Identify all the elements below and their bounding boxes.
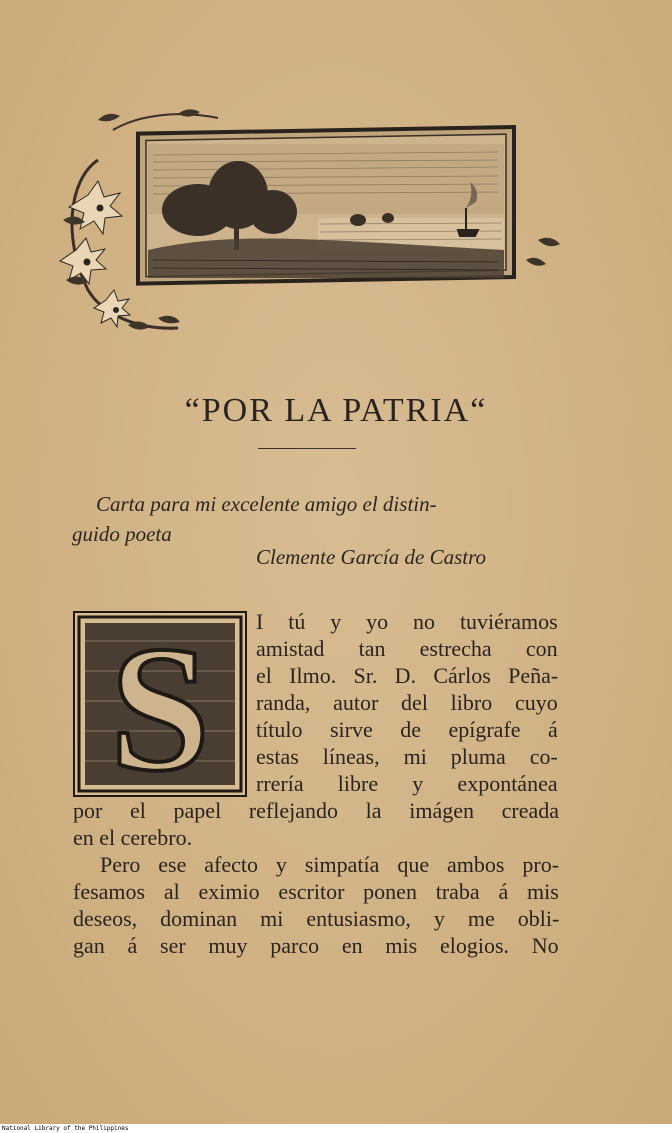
- dedication-line-1: Carta para mi excelente amigo el distin-: [96, 492, 437, 516]
- body-line: título sirve de epígrafe á: [256, 717, 558, 742]
- dedication-line-2: guido poeta: [72, 522, 172, 546]
- body-line: deseos, dominan mi entusiasmo, y me obli-: [73, 906, 560, 931]
- dropcap-s-ornament: [73, 611, 247, 797]
- body-line: randa, autor del libro cuyo: [256, 690, 558, 715]
- flower-cluster: [60, 181, 130, 327]
- body-line: por el papel reflejando la imágen creada: [73, 798, 560, 823]
- body-line: estas líneas, mi pluma co-: [256, 744, 558, 769]
- dropcap-letter: S: [109, 611, 211, 797]
- footer-credit: National Library of the Philippines: [2, 1125, 129, 1132]
- body-line: fesamos al eximio escritor ponen traba á mis: [73, 879, 559, 904]
- body-line: Pero ese afecto y simpatía que ambos pro-: [100, 852, 560, 877]
- body-line: amistad tan estrecha con: [256, 636, 558, 661]
- body-line: I tú y yo no tuviéramos: [256, 609, 558, 634]
- body-line: gan á ser muy parco en mis elogios. No: [73, 933, 559, 958]
- body-line: el Ilmo. Sr. D. Cárlos Peña-: [256, 663, 559, 688]
- body-line: en el cerebro.: [73, 825, 193, 850]
- title-divider: [258, 448, 356, 449]
- dedication-author: Clemente García de Castro: [256, 545, 486, 569]
- chapter-title: “POR LA PATRIA“: [184, 392, 488, 429]
- footer-bar: [0, 1124, 672, 1133]
- body-line: rrería libre y expontánea: [256, 771, 558, 796]
- landscape-vignette-illustration: [58, 100, 570, 335]
